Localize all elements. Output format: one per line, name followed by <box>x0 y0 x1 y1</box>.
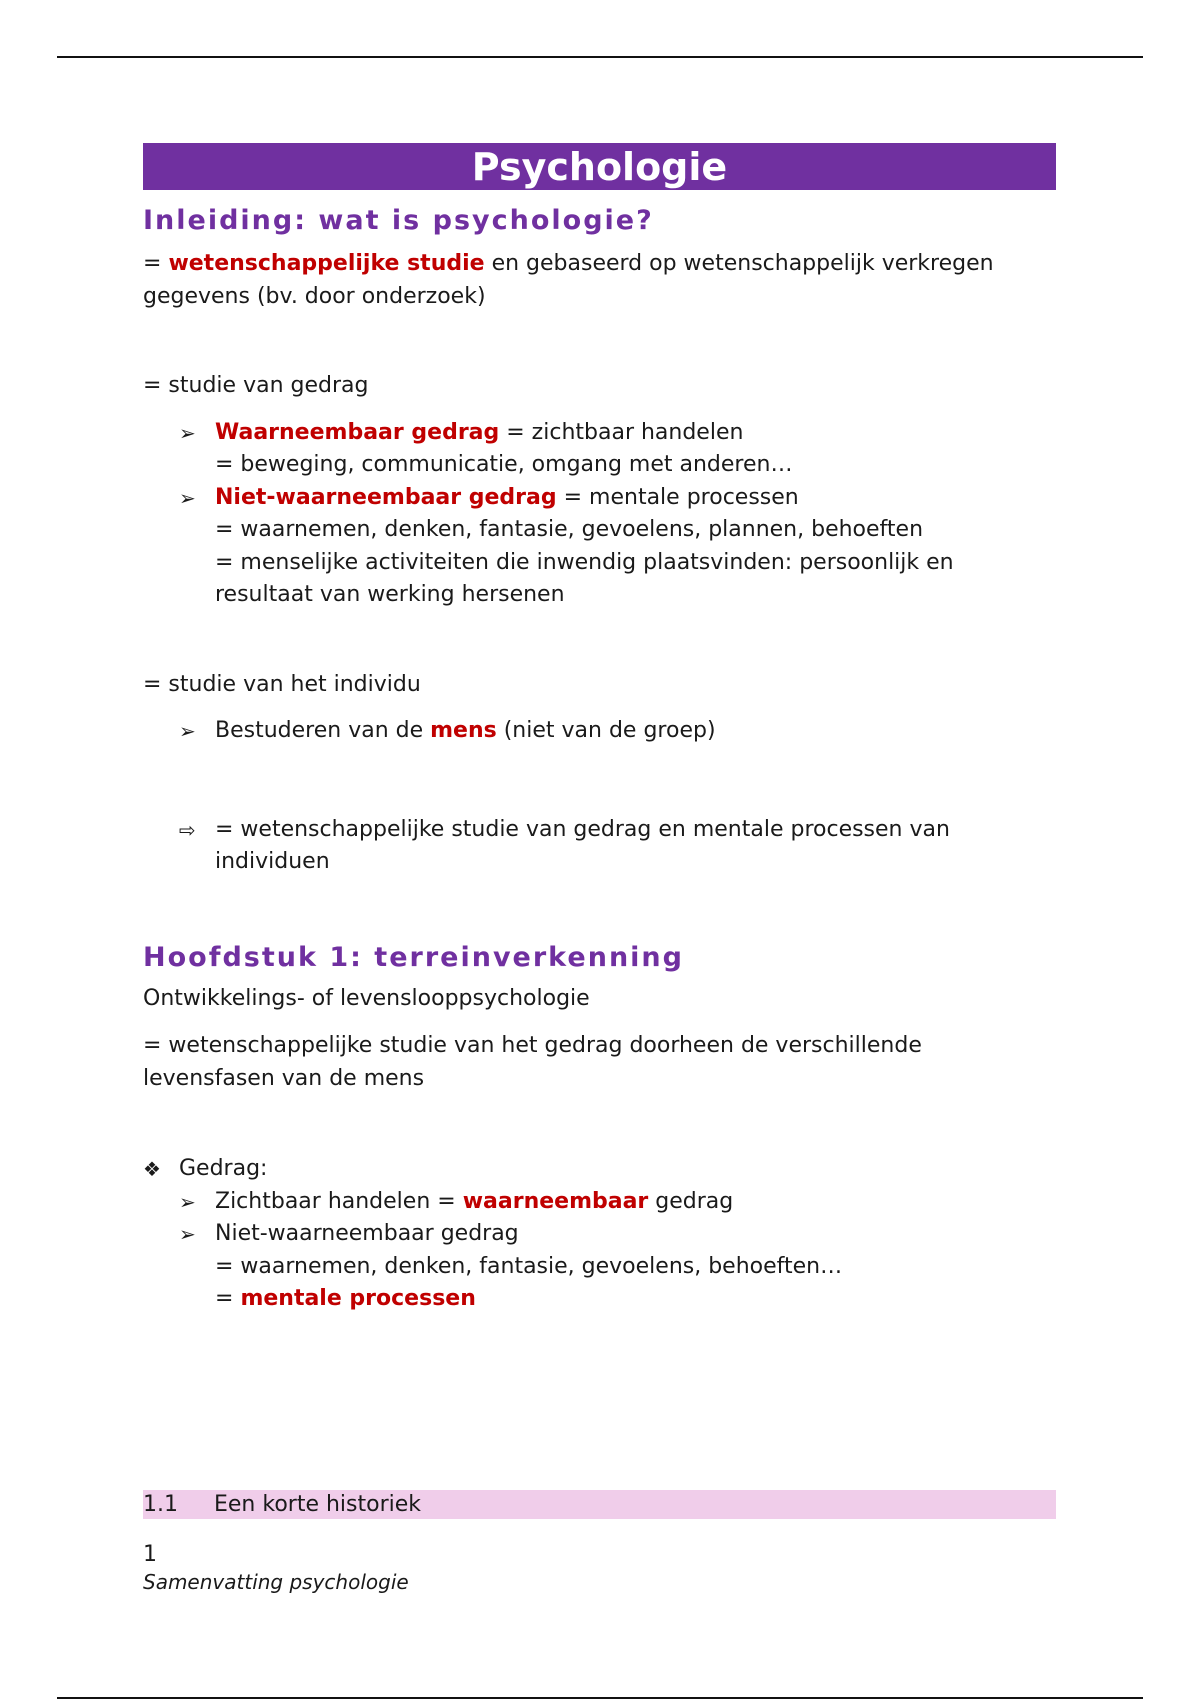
def1-prefix: = <box>143 251 169 276</box>
footer-title: Samenvatting psychologie <box>143 1569 409 1594</box>
list-item-post: gedrag <box>648 1188 734 1214</box>
def1-rest: en gebaseerd op wetenschappelijk verkregen gegevens (bv. door onderzoek) <box>143 251 994 309</box>
intro-definition-2: = studie van gedrag <box>143 373 369 398</box>
section-number: 1.1 <box>143 1491 178 1517</box>
arrow-bullet-icon: ➢ <box>179 1222 196 1246</box>
section-title: Een korte historiek <box>214 1491 422 1517</box>
document-page <box>143 143 1056 1595</box>
list-item-pre: Zichtbaar handelen = <box>215 1188 463 1214</box>
section-heading <box>143 1490 1056 1519</box>
list-item-sub <box>143 1283 1056 1316</box>
list-item-post: (niet van de groep) <box>496 718 716 743</box>
list-item <box>143 1186 1056 1219</box>
list-item <box>143 1218 1056 1251</box>
page-number: 1 <box>143 1541 157 1567</box>
list-item-sub: = waarnemen, denken, fantasie, gevoelens, plannen, behoeften <box>215 517 924 542</box>
list-item-bold: Waarneembaar gedrag <box>215 419 500 445</box>
document-title: Psychologie <box>143 143 1056 190</box>
chapter-definition: = wetenschappelijke studie van het gedrag doorheen de verschillende levensfasen van de mens <box>143 1033 922 1091</box>
list-item-rest: = zichtbaar handelen <box>499 419 744 445</box>
behaviour-list <box>143 417 1056 612</box>
list-item-pre: Bestuderen van de <box>215 718 431 743</box>
implies-arrow-icon: ⇨ <box>179 817 196 842</box>
conclusion-item <box>143 814 1056 879</box>
list-item-rest: = mentale processen <box>556 484 799 510</box>
chapter-subtitle: Ontwikkelings- of levenslooppsychologie <box>143 985 590 1011</box>
individual-list <box>143 715 1056 748</box>
list-item-bold: waarneembaar <box>462 1188 649 1214</box>
intro-heading: Inleiding: wat is psychologie? <box>143 205 654 236</box>
arrow-bullet-icon: ➢ <box>179 1189 196 1214</box>
def1-bold: wetenschappelijke studie <box>168 251 485 276</box>
gedrag-list <box>143 1153 1056 1316</box>
list-item-sub: = waarnemen, denken, fantasie, gevoelens, behoeften… <box>215 1253 843 1279</box>
chapter-heading: Hoofdstuk 1: terreinverkenning <box>143 941 684 973</box>
conclusion-list <box>143 814 1056 879</box>
diamond-bullet-icon: ❖ <box>143 1157 161 1181</box>
sub-bold: mentale processen <box>240 1286 476 1311</box>
gedrag-item <box>143 1153 1056 1186</box>
list-item <box>143 417 1056 450</box>
arrow-bullet-icon: ➢ <box>179 719 196 743</box>
list-item <box>143 482 1056 515</box>
list-item-sub: = menselijke activiteiten die inwendig plaatsvinden: persoonlijk en resultaat van werking hersenen <box>215 549 954 607</box>
arrow-bullet-icon: ➢ <box>179 420 196 445</box>
footer-rule <box>57 1697 1143 1699</box>
list-item-bold: mens <box>430 718 497 743</box>
header-rule <box>57 56 1143 58</box>
list-item-bold: Niet-waarneembaar gedrag <box>215 484 557 510</box>
conclusion-text: = wetenschappelijke studie van gedrag en mentale processen van individuen <box>215 816 950 874</box>
gedrag-label: Gedrag: <box>179 1156 268 1181</box>
sub-prefix: = <box>215 1286 241 1311</box>
intro-definition-1 <box>143 248 1056 313</box>
list-item-sub: = beweging, communicatie, omgang met anderen… <box>215 452 793 477</box>
list-item-text: Niet-waarneembaar gedrag <box>215 1221 519 1246</box>
list-item <box>143 715 1056 748</box>
intro-definition-3: = studie van het individu <box>143 671 421 697</box>
arrow-bullet-icon: ➢ <box>179 485 196 510</box>
